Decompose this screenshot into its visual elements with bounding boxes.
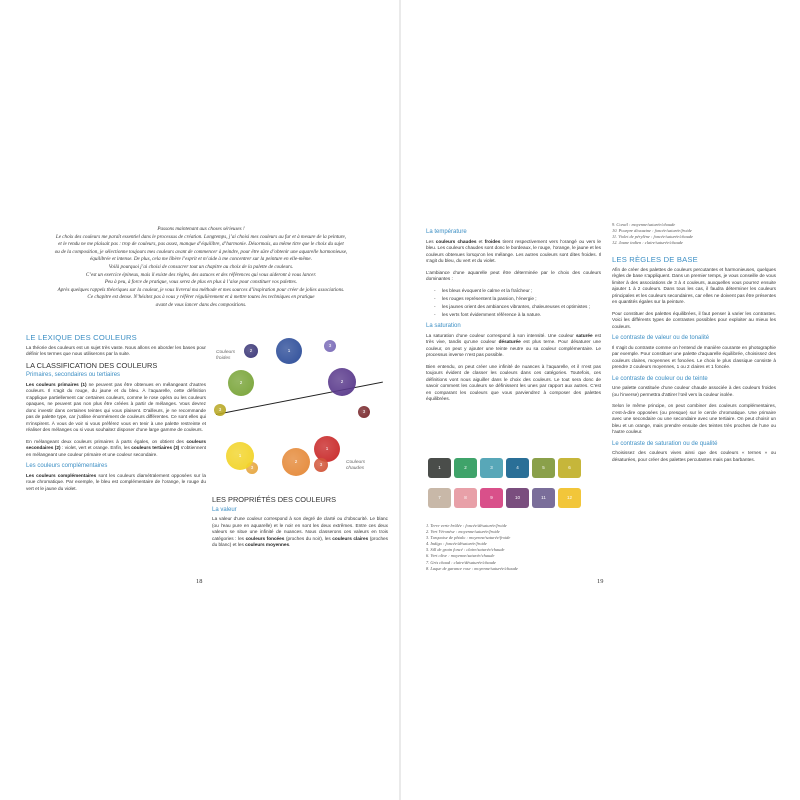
- primaires-text: ne peuvent pas être obtenues en mélangeant d’autres couleurs. Il s’agit du rouge, du jaune et du bleu. À l’aquarelle, cette définition s’applique partiellement car certaines couleurs, comme le rose opéra ou les couleurs opaques, ne peuvent pas non plus être créées à partir de mélanges. Vous devrez donc investir dans certaines teintes qui vous plaisent. D’ailleurs, je ne recommande pas de palette type, car j’utilise énormément de couleurs différentes. Ce sont elles qui m’inspirent. À vous de voir si vous préférez vous en tenir à une palette restreinte et réaliser des mélanges ou si vous souhaitez disposer d’une large gamme de couleurs.: [26, 381, 207, 432]
- swatch-captions-continued: [612, 222, 782, 246]
- swatch-number: 12: [566, 495, 572, 500]
- page-number-left: 18: [196, 578, 203, 585]
- saturation-heading: La saturation: [426, 323, 461, 329]
- wheel-dot-number: 1: [325, 446, 329, 451]
- intro-line: ou de la composition, je sélectionne toujours mes couleurs avant de commencer à peindre, pour être sûre d’obtenir une aquarelle harmonieuse,: [54, 248, 348, 255]
- wheel-dot-number: 1: [287, 348, 291, 353]
- caption-line: 3. Turquoise de phtalo : moyenne/saturée/froide: [426, 535, 511, 541]
- page-number-right: 19: [597, 578, 604, 585]
- list-item: - les verts font évidemment référence à la nature.: [434, 312, 601, 319]
- valeur-paragraph: [212, 516, 388, 549]
- caption-line: 5. Sill de grain foncé : claire/saturée/chaude: [426, 547, 505, 553]
- caption-line: 7. Gris chaud : claire/désaturée/chaude: [426, 559, 496, 565]
- wheel-dot-number: 2: [249, 348, 253, 353]
- swatch-number: 8: [464, 495, 467, 500]
- temperature-paragraph: [426, 239, 601, 265]
- swatch-number: 4: [516, 465, 519, 470]
- swatch-number: 7: [438, 495, 441, 500]
- wheel-dot-number: 3: [328, 343, 332, 348]
- sat-saturee: saturée: [575, 332, 593, 338]
- sat-text: est plus terne. Pour désaturer une couleur, on peut y ajouter une teinte neutre ou sa couleur complémentaire. Le processus inverse n’est pas possible.: [426, 339, 601, 357]
- valeur-t3: .: [289, 542, 291, 547]
- intro-line: Le choix des couleurs me paraît essentiel dans le processus de création. Longtemps, j’ai choisi mes couleurs au fur et à mesure de la peinture,: [55, 233, 347, 240]
- intro-line: Passons maintenant aux choses sérieuses !: [157, 226, 245, 232]
- swatch-number: 9: [490, 495, 493, 500]
- list-item: - les jaunes orient des ambiances vibrantes, chaleureuses et optimistes ;: [434, 304, 601, 311]
- valeur-t1: (proches du noir), les: [284, 535, 333, 541]
- valeur-t2: (proches du blanc) et les: [212, 535, 389, 547]
- caption-line: 6. Vert olive : moyenne/saturée/chaude: [426, 553, 495, 559]
- ambiance-paragraph: L’ambiance d’une aquarelle peut être déterminée par le choix des couleurs dominantes :: [426, 269, 601, 281]
- primaires-paragraph: [26, 382, 206, 434]
- contraste-valeur-heading: Le contraste de valeur ou de tonalité: [612, 335, 710, 341]
- caption-line: 4. Indigo : foncée/désaturée/froide: [426, 541, 487, 547]
- contraste-valeur-text: Il s’agit du contraste comme on l’entend de manière courante en photographie par exemple. Pour constituer une palette d’aquarelle équilibrée, choisissez des couleurs claires, moyennes et foncées. Le choix le plus classique consiste à prendre 2 couleurs moyennes, 1 ou 2 claires et 1 foncée.: [612, 344, 776, 369]
- intro-line: et le rendu ne me plaisait pas : trop de couleurs, pas assez, manque d’équilibre, d’harmonie. Désormais, au même titre que le choix du sujet: [58, 241, 344, 248]
- contraste-couleur-text-2: Selon le même principe, on peut combiner des couleurs complémentaires, c’est-à-dire opposées (ou presque) sur le cercle chromatique. Une primaire avec une secondaire ou une secondaire avec une tertiaire. On peut choisir un bleu et un orange, mais prendre ensuite des teintes très proches de l’une ou l’autre couleur.: [612, 403, 776, 434]
- caption-line: 12. Jaune indien : claire/saturée/chaude: [612, 240, 683, 246]
- valeur-foncees: couleurs foncées: [245, 535, 285, 541]
- sat-desaturee: désaturée: [498, 339, 521, 344]
- wheel-dot-number: 2: [239, 380, 243, 385]
- caption-line: 2. Vert Véronèse : moyenne/saturée/froide: [426, 529, 500, 535]
- caption-line: 9. Corail : moyenne/saturée/chaude: [612, 222, 676, 227]
- saturation-paragraph-2: Bien entendu, on peut créer une infinité de nuances à l’aquarelle, et il n’est pas toujours évident de classer les couleurs dans ces catégories. Toutefois, ces définitions vont nous aiguiller dans le choix des couleurs. Le tout sera donc de savoir comment les couleurs se définissent les unes par rapport aux autres. C’est en comparant les couleurs que vous parviendrez à composer des palettes équilibrées.: [426, 363, 601, 401]
- secondaires-mid: : violet, vert et orange. Enfin, les: [60, 445, 132, 450]
- tertiaires-bold: couleurs tertiaires (3): [131, 445, 180, 450]
- saturation-paragraph: [426, 333, 601, 359]
- contraste-saturation-heading: Le contraste de saturation ou de qualité: [612, 440, 718, 447]
- right-right-column: [612, 257, 776, 468]
- proprietes-heading: LES PROPRIÉTÉS DES COULEURS: [212, 495, 337, 504]
- swatch-number: 3: [490, 465, 493, 470]
- temp-pre: Les: [426, 238, 436, 244]
- intro-line: Ce chapitre est dense. N’hésitez pas à vous y référer régulièrement et à mettre toutes les techniques en pratique: [87, 294, 315, 301]
- wheel-dot-number: 3: [362, 409, 366, 414]
- warm-colors-label: Couleurs chaudes: [346, 460, 366, 471]
- complementaires-paragraph: [26, 473, 206, 493]
- secondaires-paragraph: [26, 439, 206, 459]
- swatch-number: 5: [542, 465, 545, 470]
- caption-line: 10. Pourpre dioxazine : foncée/saturée/froide: [612, 228, 692, 234]
- temp-text: tirent respectivement vers l’orangé ou vers le bleu. Les couleurs chaudes sont donc le bordeaux, le rouge, l’orange, le jaune et les couleurs obtenues lorsqu’on les mélange. Les autres couleurs sont dites froides. Il s’agit du bleu, du vert et du violet.: [426, 238, 601, 263]
- primaires-bold: Les couleurs primaires (1): [26, 381, 87, 387]
- cold-colors-label: Couleurs froides: [216, 350, 236, 361]
- temp-and: et: [476, 238, 485, 244]
- swatch-grid: [428, 458, 588, 514]
- swatch-captions: [426, 523, 596, 572]
- lexique-heading: LE LEXIQUE DES COULEURS: [26, 333, 137, 342]
- wheel-dot-number: 2: [294, 459, 298, 464]
- intro-line: Après quelques rappels théoriques sur la couleur, je vous livrerai ma méthode et mes sources d’inspiration pour créer de jolies associations.: [57, 286, 345, 293]
- temperature-heading: La température: [426, 229, 467, 235]
- ambiance-list: [426, 288, 601, 319]
- complementaires-bold: Les couleurs complémentaires: [26, 472, 97, 478]
- right-left-column: [426, 229, 601, 408]
- swatch-number: 6: [568, 465, 571, 470]
- classification-heading: LA CLASSIFICATION DES COULEURS: [26, 360, 158, 370]
- intro-line: avant de vous lancer dans des compositions.: [155, 301, 247, 308]
- wheel-dot-number: 3: [250, 465, 254, 470]
- intro-line: C’est un exercice épineux, mais il existe des règles, des astuces et des références qui vous aideront à vous lancer.: [85, 271, 317, 278]
- wheel-dot-number: 1: [238, 453, 242, 458]
- valeur-claires: couleurs claires: [332, 535, 369, 541]
- caption-line: 8. Laque de garance rose : moyenne/saturée/chaude: [426, 565, 518, 571]
- swatch-number: 10: [514, 495, 520, 500]
- intro-line: équilibrée et intense. De plus, cela me libère l’esprit et m’aide à me concentrer sur la peinture en elle-même.: [90, 256, 312, 263]
- wheel-dot-number: 2: [340, 379, 344, 384]
- complementaires-text: sont les couleurs diamétralement opposées sur la roue chromatique. Par exemple, le bleu est complémentaire de l’orange, le rouge du vert et le jaune du violet.: [26, 472, 207, 491]
- intro-text: [20, 226, 382, 310]
- valeur-moyennes: couleurs moyennes: [245, 542, 290, 547]
- temp-chaudes: couleurs chaudes: [435, 238, 477, 244]
- sat-mid: est très vive, tandis qu’une couleur: [426, 332, 601, 344]
- contraste-saturation-text: Choisissez des couleurs vives ainsi que des couleurs « ternes » ou désaturées, pour créer des palettes percutantes mais pas barbantes.: [612, 450, 776, 462]
- intro-line: Peu à peu, à force de pratique, vous serez de plus en plus à l’aise pour constituer vos palettes.: [104, 279, 298, 286]
- secondaires-bold: couleurs secondaires (2): [26, 438, 206, 450]
- left-column: [26, 335, 206, 497]
- intro-line: Voilà pourquoi j’ai choisi de consacrer tout un chapitre au choix de la palette de couleurs.: [108, 263, 294, 270]
- caption-line: 1. Terre verte brûlée : foncée/désaturée/froide: [426, 523, 507, 528]
- temp-froides: froides: [484, 238, 501, 244]
- regles-heading: LES RÈGLES DE BASE: [612, 255, 698, 264]
- swatch-number: 1: [438, 465, 441, 470]
- swatch-number: 2: [464, 465, 467, 470]
- swatch-number: 11: [541, 495, 546, 500]
- contraste-couleur-text: Une palette constituée d’une couleur chaude associée à des couleurs froides (ou l’inverse) permettra d’attirer l’œil vers la couleur isolée.: [612, 385, 776, 397]
- complementaires-heading: Les couleurs complémentaires: [26, 463, 108, 469]
- book-gutter: [399, 0, 401, 800]
- list-item: - les bleus évoquent le calme et la fraîcheur ;: [434, 288, 601, 295]
- color-wheel-illustration: [210, 332, 390, 492]
- wheel-dot-number: 3: [319, 462, 323, 467]
- regles-paragraph: Afin de créer des palettes de couleurs percutantes et harmonieuses, quelques règles de base s’appliquent. Dans un premier temps, je vous conseille de vous limiter à des associations de 3 à 4 couleurs, auxquelles vous pourrez ensuite ajouter 1 à 2 couleurs. Dans tous les cas, il faudra déterminer les couleurs principales et les couleurs secondaires, car elles ne doivent pas être présentes en quantités égales sur la peinture.: [612, 266, 776, 304]
- valeur-text: La valeur d’une couleur correspond à son degré de clarté ou d’obscurité. Le blanc (ou l’eau pure en aquarelle) et le noir en sont les deux extrêmes. Entre ces deux valeurs se situe une infinité de nuances. Nous classerons ces valeurs en trois catégories : les: [212, 516, 388, 541]
- lexique-text: La théorie des couleurs est un sujet très vaste. Nous allons en aborder les bases pour définir les termes que nous utiliserons par la suite.: [26, 344, 206, 356]
- tertiaires-text: s’obtiennent en mélangeant une couleur primaire et une couleur secondaire.: [26, 445, 206, 457]
- classification-subheading: Primaires, secondaires ou tertiaires: [26, 372, 121, 378]
- contraste-couleur-heading: Le contraste de couleur ou de teinte: [612, 375, 708, 382]
- properties-column: [212, 497, 388, 554]
- caption-line: 11. Violet de pérylène : foncée/saturée/chaude: [612, 234, 694, 240]
- valeur-heading: La valeur: [212, 506, 237, 513]
- list-item: - les rouges représentent la passion, l’énergie ;: [434, 296, 601, 303]
- secondaires-pre: En mélangeant deux couleurs primaires à parts égales, on obtient des: [26, 438, 187, 444]
- regles-paragraph-2: Pour constituer des palettes équilibrées, il faut penser à varier les contrastes. Voici les différents types de contrastes possibles pour exploiter au mieux les couleurs.: [612, 310, 776, 329]
- wheel-dot-number: 3: [218, 407, 222, 412]
- sat-pre: La saturation d’une couleur correspond à son intensité. Une couleur: [426, 332, 576, 338]
